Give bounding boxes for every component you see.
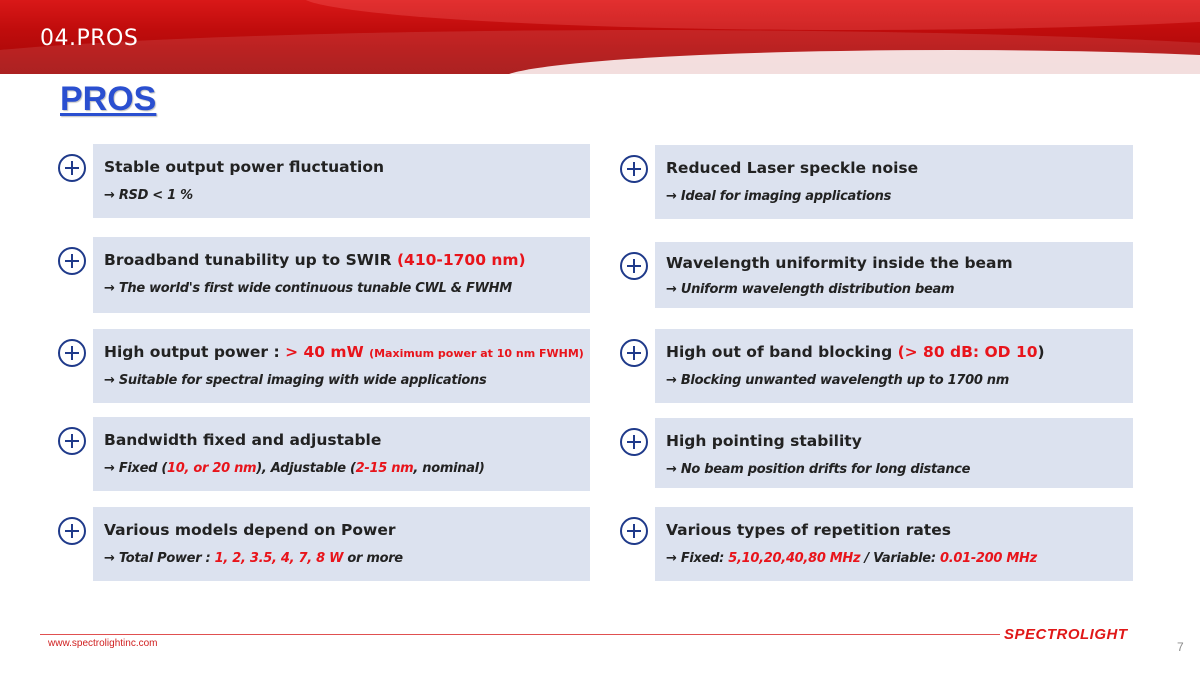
pro-box <box>655 242 1133 308</box>
plus-circle-icon <box>620 155 648 183</box>
pro-title: Various types of repetition rates <box>666 521 951 539</box>
highlight-value: > 40 mW <box>285 343 364 361</box>
header-band <box>0 0 1200 74</box>
pro-box <box>93 507 590 581</box>
pro-box <box>93 144 590 218</box>
page-heading: PROS <box>60 80 157 118</box>
pro-title: Stable output power fluctuation <box>104 158 385 176</box>
section-title: 04.PROS <box>40 26 139 51</box>
pro-title: Various models depend on Power <box>104 521 396 539</box>
pro-box <box>655 145 1133 219</box>
plus-circle-icon <box>58 247 86 275</box>
pro-box <box>655 329 1133 403</box>
pro-box <box>655 507 1133 581</box>
pro-box <box>93 417 590 491</box>
pro-box <box>655 418 1133 488</box>
pro-title: Reduced Laser speckle noise <box>666 159 919 177</box>
pro-detail: → Fixed: 5,10,20,40,80 MHz / Variable: 0.01-200 MHz <box>666 551 1037 566</box>
pro-title: High output power : > 40 mW (Maximum power at 10 nm FWHM) <box>104 343 584 361</box>
plus-circle-icon <box>620 517 648 545</box>
footer-url[interactable]: www.spectrolightinc.com <box>48 638 158 649</box>
pro-detail: → Suitable for spectral imaging with wide applications <box>104 373 487 388</box>
pro-title: High pointing stability <box>666 432 862 450</box>
pro-detail: → Ideal for imaging applications <box>666 189 892 204</box>
pro-detail: → Fixed (10, or 20 nm), Adjustable (2-15 nm, nominal) <box>104 461 485 476</box>
highlight-value: (410-1700 nm) <box>396 251 526 269</box>
plus-circle-icon <box>620 339 648 367</box>
brand-logo: SPECTROLIGHT <box>1004 626 1128 643</box>
page-number: 7 <box>1177 640 1184 654</box>
plus-circle-icon <box>620 428 648 456</box>
footer-divider <box>40 634 1000 635</box>
pro-detail: → Blocking unwanted wavelength up to 1700 nm <box>666 373 1009 388</box>
highlight-note: (Maximum power at 10 nm FWHM) <box>369 347 584 360</box>
pro-detail: → RSD < 1 % <box>104 188 193 203</box>
pro-detail: → Uniform wavelength distribution beam <box>666 282 955 297</box>
plus-circle-icon <box>58 517 86 545</box>
header-decoration <box>300 0 1200 30</box>
pro-box <box>93 237 590 313</box>
pro-title: Wavelength uniformity inside the beam <box>666 254 1013 272</box>
pro-detail: → The world's first wide continuous tunable CWL & FWHM <box>104 281 512 296</box>
pro-title: Bandwidth fixed and adjustable <box>104 431 382 449</box>
plus-circle-icon <box>58 339 86 367</box>
highlight-value: (> 80 dB: OD 10 <box>897 343 1038 361</box>
pro-box <box>93 329 590 403</box>
plus-circle-icon <box>58 154 86 182</box>
pro-title: High out of band blocking (> 80 dB: OD 10) <box>666 343 1045 361</box>
pro-detail: → Total Power : 1, 2, 3.5, 4, 7, 8 W or more <box>104 551 403 566</box>
pro-title: Broadband tunability up to SWIR (410-1700 nm) <box>104 251 526 269</box>
pro-detail: → No beam position drifts for long distance <box>666 462 971 477</box>
plus-circle-icon <box>620 252 648 280</box>
plus-circle-icon <box>58 427 86 455</box>
